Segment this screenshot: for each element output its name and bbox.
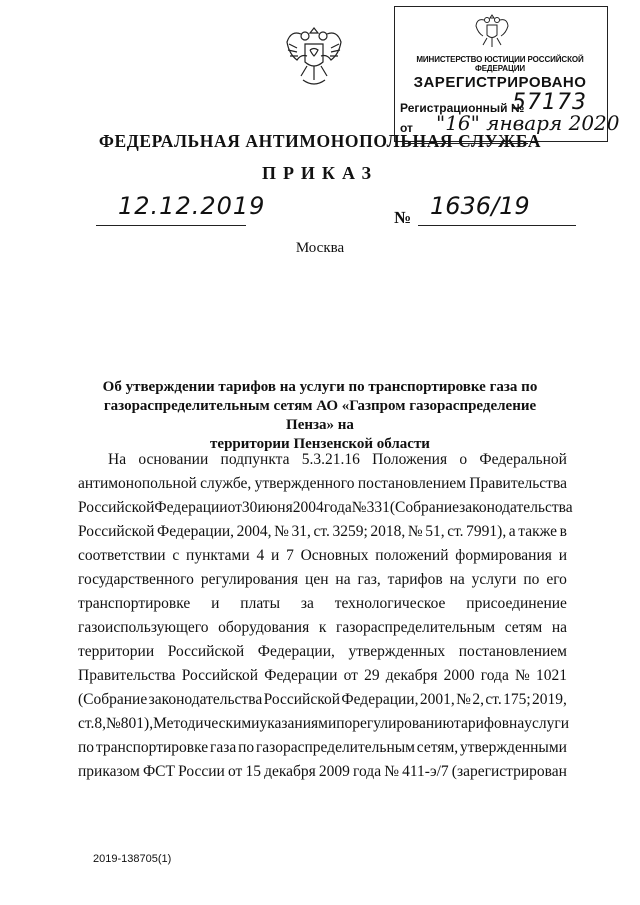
body-word: утвержденными bbox=[459, 739, 567, 756]
body-line bbox=[78, 763, 567, 781]
body-line bbox=[78, 739, 567, 757]
body-word: транспортировке bbox=[95, 739, 209, 756]
stamp-ministry-name: МИНИСТЕРСТВО ЮСТИЦИИ РОССИЙСКОЙ ФЕДЕРАЦИИ bbox=[416, 55, 584, 73]
body-line bbox=[78, 571, 567, 589]
body-word: 29 bbox=[364, 667, 380, 684]
stamp-registration-number: 57173 bbox=[512, 90, 587, 115]
body-word: 801), bbox=[120, 715, 154, 732]
body-word: территории bbox=[78, 643, 155, 660]
body-word: антимонопольной bbox=[78, 475, 197, 492]
body-line bbox=[78, 619, 567, 637]
body-word: 1021 bbox=[535, 667, 567, 684]
body-word: на bbox=[509, 715, 525, 732]
body-word: 2009 bbox=[318, 763, 350, 780]
body-word: № bbox=[514, 667, 530, 684]
body-word: с bbox=[172, 547, 180, 564]
body-word: 5.3.21.16 bbox=[301, 451, 360, 468]
body-word: положений bbox=[375, 547, 449, 564]
body-word: Российской bbox=[78, 499, 155, 516]
body-word: России bbox=[178, 763, 225, 780]
body-word: услуги bbox=[471, 571, 517, 588]
body-word: ст. bbox=[447, 523, 464, 540]
body-word: на bbox=[551, 619, 567, 636]
body-word: 2, bbox=[472, 691, 484, 708]
body-word: № bbox=[274, 523, 289, 540]
stamp-registered-label: ЗАРЕГИСТРИРОВАНО bbox=[413, 74, 587, 91]
body-word: Федеральной bbox=[479, 451, 567, 468]
stamp-date-label: от bbox=[400, 121, 413, 135]
body-word: законодательства bbox=[148, 691, 263, 708]
body-word: к bbox=[318, 619, 327, 636]
body-word: 7991), bbox=[466, 523, 507, 540]
stamp-overlap-line bbox=[402, 143, 528, 144]
body-word: Федерации, bbox=[156, 523, 235, 540]
body-word: газораспределительным bbox=[255, 739, 415, 756]
stamp-registration-label: Регистрационный № bbox=[400, 101, 525, 115]
body-word: 8, bbox=[94, 715, 106, 732]
body-word: присоединение bbox=[466, 595, 567, 612]
body-word: газораспределительным bbox=[336, 619, 496, 636]
document-code: 2019-138705(1) bbox=[93, 853, 172, 865]
body-word: (Собрание bbox=[78, 691, 148, 708]
body-word: Правительства bbox=[469, 475, 567, 492]
body-line bbox=[78, 499, 573, 517]
body-word: за bbox=[300, 595, 314, 612]
body-word: На bbox=[108, 451, 127, 468]
body-word: декабря bbox=[385, 667, 438, 684]
body-word: тарифов bbox=[387, 571, 443, 588]
body-word: приказом bbox=[78, 763, 140, 780]
body-word: Основных bbox=[300, 547, 369, 564]
body-word: 15 bbox=[245, 763, 261, 780]
body-word: года bbox=[480, 667, 509, 684]
body-word: тарифов bbox=[454, 715, 510, 732]
body-word: 2001, bbox=[419, 691, 455, 708]
body-word: 2018, bbox=[370, 523, 406, 540]
body-word: 2019, bbox=[532, 691, 567, 708]
body-word: Российской bbox=[263, 691, 340, 708]
body-word: 51, bbox=[425, 523, 445, 540]
body-word: 2004 bbox=[292, 499, 324, 516]
body-word: 30 bbox=[241, 499, 258, 516]
body-word: июня bbox=[257, 499, 293, 516]
body-line bbox=[108, 451, 567, 469]
body-word: соответствии bbox=[78, 547, 166, 564]
body-word: службе, bbox=[200, 475, 252, 492]
body-word: 2000 bbox=[443, 667, 475, 684]
body-word: указаниями bbox=[259, 715, 337, 732]
body-word: по bbox=[78, 739, 95, 756]
body-word: (зарегистрирован bbox=[451, 763, 567, 780]
body-word: на bbox=[335, 571, 351, 588]
body-word: газа bbox=[209, 739, 237, 756]
body-word: утвержденных bbox=[348, 643, 446, 660]
body-word: регулирования bbox=[200, 571, 299, 588]
body-word: декабря bbox=[264, 763, 316, 780]
body-line bbox=[78, 643, 567, 661]
order-title: ПРИКАЗ bbox=[261, 163, 379, 183]
body-line bbox=[78, 475, 567, 493]
city-name: Москва bbox=[295, 240, 345, 256]
body-word: Российской bbox=[181, 667, 259, 684]
body-word: основании bbox=[138, 451, 209, 468]
coat-of-arms-emblem bbox=[283, 22, 345, 92]
body-word: государственного bbox=[78, 571, 194, 588]
body-word: № bbox=[407, 523, 423, 540]
body-word: подпункта bbox=[220, 451, 290, 468]
subject-line: газораспределительным сетям АО «Газпром газораспределение Пенза» на bbox=[103, 398, 537, 433]
subject-line: территории Пензенской области bbox=[210, 436, 430, 452]
date-underline bbox=[96, 225, 246, 226]
body-word: регулированию bbox=[352, 715, 455, 732]
body-word: ст. bbox=[78, 715, 95, 732]
order-number: 1636/19 bbox=[430, 192, 530, 220]
body-word: и bbox=[558, 547, 567, 564]
agency-name: ФЕДЕРАЛЬНАЯ АНТИМОНОПОЛЬНАЯ СЛУЖБА bbox=[98, 131, 542, 151]
body-word: о bbox=[459, 451, 468, 468]
body-line bbox=[78, 667, 567, 685]
body-word: по bbox=[523, 571, 540, 588]
body-word: постановлением bbox=[357, 475, 467, 492]
body-word: а bbox=[508, 523, 516, 540]
body-word: оборудования bbox=[218, 619, 310, 636]
body-word: от bbox=[227, 499, 242, 516]
body-word: сетям, bbox=[416, 739, 459, 756]
body-line bbox=[78, 595, 567, 613]
body-word: технологическое bbox=[334, 595, 446, 612]
body-word: 411-э/7 bbox=[402, 763, 449, 780]
body-word: года bbox=[323, 499, 352, 516]
body-line bbox=[78, 523, 567, 541]
body-word: транспортировке bbox=[78, 595, 191, 612]
body-word: также bbox=[518, 523, 558, 540]
body-word: Правительства bbox=[78, 667, 176, 684]
body-word: по bbox=[336, 715, 353, 732]
body-word: ст. bbox=[485, 691, 502, 708]
body-word: Методическими bbox=[153, 715, 260, 732]
body-word: 7 bbox=[286, 547, 294, 564]
body-word: газоиспользующего bbox=[78, 619, 209, 636]
body-word: № bbox=[106, 715, 121, 732]
body-word: услуги bbox=[524, 715, 570, 732]
body-word: 31, bbox=[291, 523, 311, 540]
body-word: № bbox=[456, 691, 471, 708]
number-sign: № bbox=[394, 208, 412, 227]
body-word: 4 bbox=[256, 547, 265, 564]
body-word: Положения bbox=[372, 451, 448, 468]
body-line bbox=[78, 715, 570, 733]
body-word: года bbox=[353, 763, 382, 780]
body-word: сетям bbox=[504, 619, 543, 636]
body-word: законодательства bbox=[459, 499, 573, 516]
body-word: (Собрание bbox=[389, 499, 460, 516]
body-word: Федерации bbox=[264, 667, 338, 684]
subject-line: Об утверждении тарифов на услуги по транспортировке газа по bbox=[102, 379, 538, 395]
body-word: и bbox=[270, 547, 280, 564]
body-word: на bbox=[449, 571, 465, 588]
body-word: его bbox=[546, 571, 567, 588]
body-word: от bbox=[343, 667, 358, 684]
stamp-date-value: "16" января 2020 bbox=[436, 111, 620, 135]
body-word: платы bbox=[240, 595, 280, 612]
body-word: 3259; bbox=[332, 523, 368, 540]
body-word: Федерации, bbox=[341, 691, 419, 708]
body-word: № bbox=[351, 499, 367, 516]
body-word: цен bbox=[305, 571, 329, 588]
body-word: ст. bbox=[313, 523, 330, 540]
body-word: постановлением bbox=[458, 643, 567, 660]
body-word: Федерации bbox=[154, 499, 228, 516]
body-line bbox=[78, 691, 567, 709]
body-word: утвержденного bbox=[254, 475, 355, 492]
order-date: 12.12.2019 bbox=[118, 192, 266, 220]
stamp-eagle-icon bbox=[474, 12, 510, 50]
body-word: Российской bbox=[78, 523, 155, 540]
body-word: газ, bbox=[357, 571, 381, 588]
order-subject bbox=[90, 378, 550, 454]
body-word: 331 bbox=[366, 499, 390, 516]
body-line bbox=[78, 547, 567, 565]
body-word: и bbox=[211, 595, 220, 612]
body-word: Федерации, bbox=[257, 643, 335, 660]
number-underline bbox=[418, 225, 576, 226]
body-word: в bbox=[559, 523, 567, 540]
body-word: 175; bbox=[503, 691, 531, 708]
body-word: формирования bbox=[455, 547, 552, 564]
body-word: ФСТ bbox=[142, 763, 175, 780]
body-word: 2004, bbox=[236, 523, 272, 540]
body-word: по bbox=[238, 739, 255, 756]
body-word: Российской bbox=[167, 643, 245, 660]
body-word: пунктами bbox=[186, 547, 250, 564]
body-word: от bbox=[227, 763, 243, 780]
body-word: № bbox=[384, 763, 399, 780]
